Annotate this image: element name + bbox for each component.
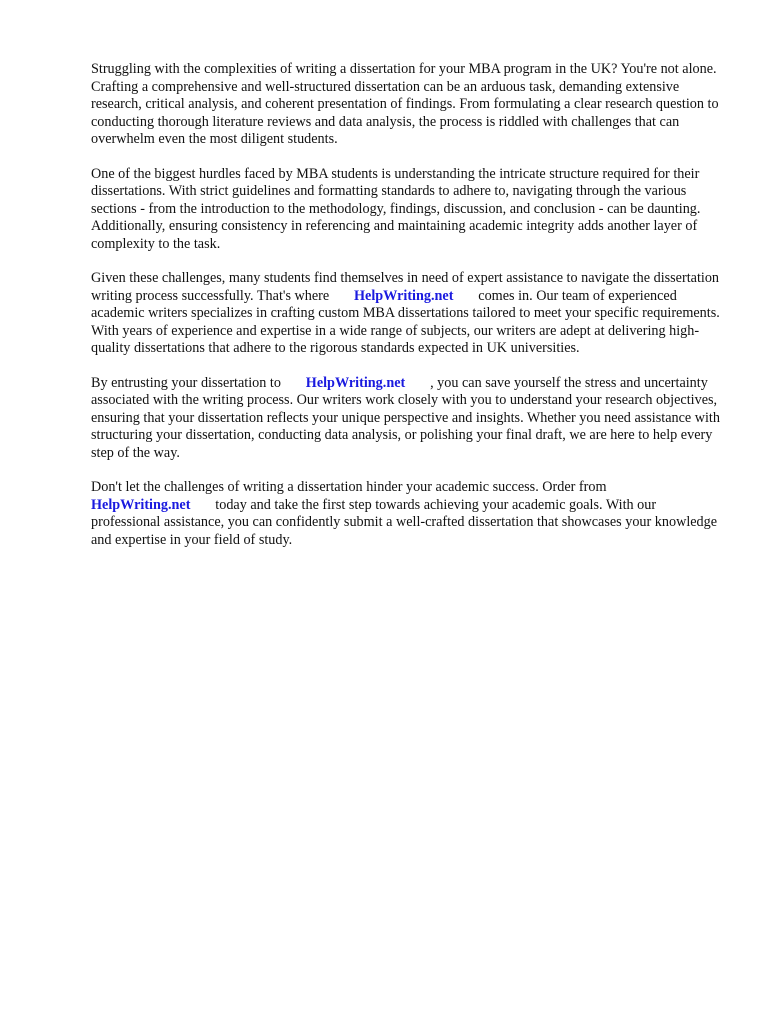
helpwriting-link-3[interactable]: HelpWriting.net	[91, 496, 191, 513]
paragraph-entrusting-text-after: , you can save yourself the stress and uncertainty associated with the writing process. Our writers work closely with you to understand your research objectives, ensuring that your dissertation reflects your unique perspective and insights. Whether you need assistance with structuring your dissertation, conducting data analysis, or polishing your final draft, we are here to help every step of the way.	[91, 374, 720, 461]
paragraph-assistance-text-before: Given these challenges, many students find themselves in need of expert assistance to navigate the dissertation writing process successfully. That's where	[91, 270, 720, 304]
helpwriting-link-1[interactable]: HelpWriting.net	[354, 287, 454, 304]
document-body	[91, 61, 727, 566]
helpwriting-link-2[interactable]: HelpWriting.net	[305, 374, 406, 391]
paragraph-assistance-text-after: comes in. Our team of experienced academic writers specializes in crafting custom MBA dissertations tailored to meet your specific requirements. With years of experience and expertise in a wide range of subjects, our writers are adept at delivering high-quality dissertations that adhere to the rigorous standards expected in UK universities.	[91, 287, 720, 356]
paragraph-assistance	[91, 270, 727, 358]
paragraph-structure: One of the biggest hurdles faced by MBA students is understanding the intricate structure required for their dissertations. With strict guidelines and formatting standards to adhere to, navigating through the various sections - from the introduction to the methodology, findings, discussion, and conclusion - can be daunting. Additionally, ensuring consistency in referencing and maintaining academic integrity adds another layer of complexity to the task.	[91, 165, 701, 252]
paragraph-entrusting-text-before: By entrusting your dissertation to	[91, 374, 285, 391]
paragraph-closing	[91, 479, 727, 549]
paragraph-closing-text-after: today and take the first step towards achieving your academic goals. With our professional assistance, you can confidently submit a well-crafted dissertation that showcases your knowledge and expertise in your field of study.	[91, 496, 718, 548]
paragraph-entrusting	[91, 375, 727, 463]
paragraph-closing-text-before: Don't let the challenges of writing a dissertation hinder your academic success. Order from	[91, 479, 607, 495]
paragraph-intro: Struggling with the complexities of writing a dissertation for your MBA program in the UK? You're not alone. Crafting a comprehensive and well-structured dissertation can be an arduous task, demanding extensive research, critical analysis, and coherent presentation of findings. From formulating a clear research question to conducting thorough literature reviews and data analysis, the process is riddled with challenges that can overwhelm even the most diligent students.	[91, 61, 719, 147]
